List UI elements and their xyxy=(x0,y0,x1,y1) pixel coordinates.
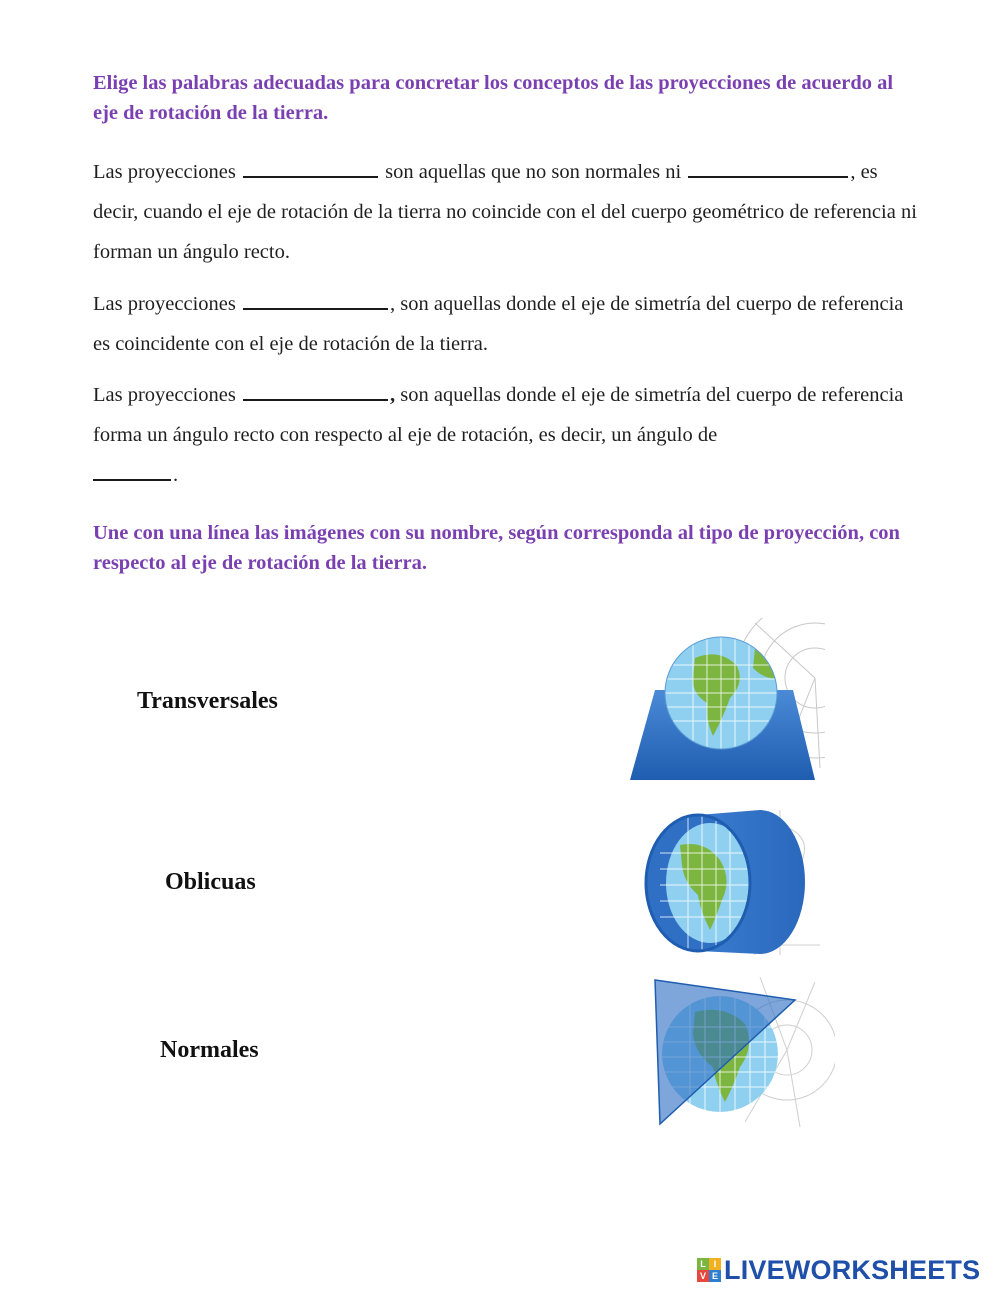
blank-field-5[interactable] xyxy=(93,465,171,481)
blank-field-1[interactable] xyxy=(243,162,378,178)
instruction-match-lines: Une con una línea las imágenes con su nombre, según corresponda al tipo de proyección, con respecto al eje de rotación de la tierra. xyxy=(93,522,900,574)
image-plane-projection[interactable] xyxy=(625,618,825,788)
text-segment: , xyxy=(390,384,396,406)
blank-field-2[interactable] xyxy=(688,162,848,178)
text-segment: Las proyecciones xyxy=(93,384,236,406)
paragraph-normal xyxy=(93,284,923,364)
image-cylinder-projection[interactable] xyxy=(640,805,830,965)
globe-icon xyxy=(665,637,777,749)
paragraph-oblique xyxy=(93,152,923,272)
label-normales[interactable]: Normales xyxy=(160,1037,259,1063)
logo-mark-icon: L I V E xyxy=(697,1258,721,1282)
label-transversales[interactable]: Transversales xyxy=(137,688,278,714)
text-segment: son aquellas donde el eje de simetría del cuerpo de referencia forma un ángulo recto con respecto al eje de rotación, es decir, un ángulo de xyxy=(93,384,904,446)
text-segment: Las proyecciones xyxy=(93,293,236,315)
logo-text: LIVEWORKSHEETS xyxy=(724,1254,981,1285)
label-oblicuas[interactable]: Oblicuas xyxy=(165,869,256,895)
liveworksheets-logo xyxy=(697,1254,980,1286)
text-segment: son aquellas que no son normales ni xyxy=(385,161,682,183)
image-cone-projection[interactable] xyxy=(645,972,835,1132)
text-segment: . xyxy=(173,464,179,486)
text-segment: es decir, cuando el eje de rotación de la tierra no coincide con el del cuerpo geométrico de referencia ni forman un ángulo recto. xyxy=(93,161,917,263)
text-segment: , son aquellas donde el eje de simetría del cuerpo de referencia es coincidente con el eje de rotación de la tierra. xyxy=(93,293,904,355)
paragraph-transverse xyxy=(93,375,923,495)
blank-field-3[interactable] xyxy=(243,294,388,310)
text-segment: , xyxy=(850,161,856,183)
instruction-fill-blanks: Elige las palabras adecuadas para concretar los conceptos de las proyecciones de acuerdo al eje de rotación de la tierra. xyxy=(93,72,894,124)
blank-field-4[interactable] xyxy=(243,385,388,401)
text-segment: Las proyecciones xyxy=(93,161,236,183)
